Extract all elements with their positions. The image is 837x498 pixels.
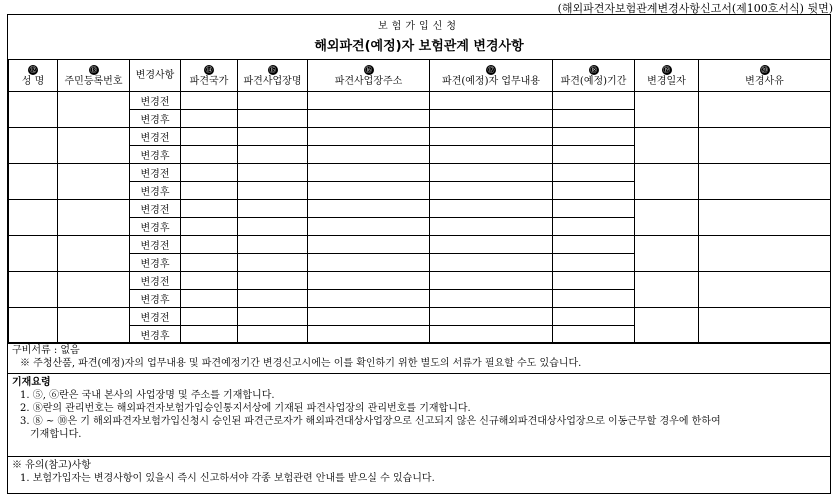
col-change-date-header: [635, 60, 699, 92]
name-cell[interactable]: [9, 272, 58, 308]
change-label-cell: 변경후: [130, 326, 181, 344]
change-label-cell: 변경후: [130, 218, 181, 236]
duty-cell[interactable]: [430, 128, 553, 146]
period-cell[interactable]: [553, 236, 635, 254]
site-name-cell[interactable]: [238, 146, 308, 164]
instruction-item: 3. ⑧ ~ ⑩은 기 해외파견자보험가입신청시 승인된 파견근로자가 해외파견대상사업장으로 신고되지 않은 신규해외파견대상사업장으로 이동근무할 경우에 한하여: [20, 416, 721, 427]
change-label-cell: 변경전: [130, 164, 181, 182]
site-address-cell[interactable]: [308, 254, 430, 272]
col-num: ⑳: [761, 65, 768, 74]
site-address-cell[interactable]: [308, 272, 430, 290]
country-cell[interactable]: [181, 200, 238, 218]
change-table: [8, 59, 831, 344]
rrn-cell[interactable]: [58, 200, 130, 236]
site-name-cell[interactable]: [238, 290, 308, 308]
instruction-item: 2. ⑧란의 관리번호는 해외파견자보험가입승인통지서상에 기재된 파견사업장의 관리번호를 기재합니다.: [20, 403, 471, 414]
reason-cell[interactable]: [699, 200, 831, 236]
duty-cell[interactable]: [430, 200, 553, 218]
period-cell[interactable]: [553, 164, 635, 182]
country-cell[interactable]: [181, 146, 238, 164]
instructions-section: [8, 376, 830, 441]
reason-cell[interactable]: [699, 164, 831, 200]
name-cell[interactable]: [9, 308, 58, 344]
site-address-cell[interactable]: [308, 308, 430, 326]
reason-cell[interactable]: [699, 308, 831, 344]
site-address-cell[interactable]: [308, 128, 430, 146]
country-cell[interactable]: [181, 128, 238, 146]
reference-title: ※ 유의(참고)사항: [12, 460, 91, 471]
reference-item: 1. 보험가입자는 변경사항이 있을시 즉시 신고하셔야 각종 보험관련 안내를 받으실 수 있습니다.: [20, 473, 435, 484]
duty-cell[interactable]: [430, 146, 553, 164]
name-cell[interactable]: [9, 92, 58, 128]
col-rrn-header: [58, 60, 130, 92]
col-label: 변경사유: [745, 75, 784, 87]
table-row: [9, 308, 831, 326]
form-main-title: 해외파견(예정)자 보험관계 변경사항: [314, 39, 524, 54]
change-label-cell: 변경전: [130, 200, 181, 218]
col-site-address-header: [308, 60, 430, 92]
col-reason-header: [699, 60, 831, 92]
rrn-cell[interactable]: [58, 92, 130, 128]
col-label: 파견국가: [189, 75, 229, 87]
site-name-cell[interactable]: [238, 254, 308, 272]
site-name-cell[interactable]: [238, 128, 308, 146]
col-label: 변경일자: [647, 75, 686, 87]
reference-section: [8, 459, 830, 485]
table-row: [9, 200, 831, 218]
table-row: [9, 128, 831, 146]
site-name-cell[interactable]: [238, 308, 308, 326]
change-label-cell: 변경전: [130, 308, 181, 326]
duty-cell[interactable]: [430, 110, 553, 128]
period-cell[interactable]: [553, 110, 635, 128]
duty-cell[interactable]: [430, 236, 553, 254]
site-name-cell[interactable]: [238, 200, 308, 218]
country-cell[interactable]: [181, 164, 238, 182]
site-name-cell[interactable]: [238, 182, 308, 200]
country-cell[interactable]: [181, 218, 238, 236]
change-date-cell[interactable]: [635, 236, 699, 272]
site-address-cell[interactable]: [308, 110, 430, 128]
change-date-cell[interactable]: [635, 128, 699, 164]
col-name-header: [9, 60, 58, 92]
period-cell[interactable]: [553, 308, 635, 326]
col-num: ⑭: [205, 65, 213, 74]
instruction-item: 기재합니다.: [30, 429, 82, 440]
col-period-header: [553, 60, 635, 92]
change-label-cell: 변경후: [130, 182, 181, 200]
country-cell[interactable]: [181, 182, 238, 200]
site-name-cell[interactable]: [238, 92, 308, 110]
site-address-cell[interactable]: [308, 200, 430, 218]
rrn-cell[interactable]: [58, 308, 130, 344]
period-cell[interactable]: [553, 290, 635, 308]
country-cell[interactable]: [181, 236, 238, 254]
col-label: 성 명: [21, 75, 45, 87]
col-num: ⑰: [487, 65, 495, 74]
change-label-cell: 변경전: [130, 272, 181, 290]
col-change-header: [130, 60, 181, 92]
change-label-cell: 변경전: [130, 92, 181, 110]
site-address-cell[interactable]: [308, 92, 430, 110]
reason-cell[interactable]: [699, 128, 831, 164]
rrn-cell[interactable]: [58, 272, 130, 308]
name-cell[interactable]: [9, 164, 58, 200]
col-site-name-header: [238, 60, 308, 92]
period-cell[interactable]: [553, 128, 635, 146]
name-cell[interactable]: [9, 236, 58, 272]
col-duty-header: [430, 60, 553, 92]
site-address-cell[interactable]: [308, 236, 430, 254]
duty-cell[interactable]: [430, 182, 553, 200]
reason-cell[interactable]: [699, 92, 831, 128]
period-cell[interactable]: [553, 200, 635, 218]
country-cell[interactable]: [181, 92, 238, 110]
change-label-cell: 변경후: [130, 146, 181, 164]
change-date-cell[interactable]: [635, 200, 699, 236]
change-date-cell[interactable]: [635, 92, 699, 128]
table-row: [9, 164, 831, 182]
duty-cell[interactable]: [430, 272, 553, 290]
col-label: 파견사업장주소: [334, 75, 403, 87]
site-name-cell[interactable]: [238, 272, 308, 290]
country-cell[interactable]: [181, 326, 238, 344]
period-cell[interactable]: [553, 218, 635, 236]
site-name-cell[interactable]: [238, 326, 308, 344]
site-name-cell[interactable]: [238, 110, 308, 128]
col-label: 파견사업장명: [243, 75, 302, 87]
form-frame: [7, 14, 831, 494]
period-cell[interactable]: [553, 182, 635, 200]
change-label-cell: 변경전: [130, 236, 181, 254]
divider: [8, 342, 830, 343]
change-label-cell: 변경후: [130, 110, 181, 128]
col-num: ⑯: [365, 65, 372, 74]
col-label: 파견(예정)자 업무내용: [442, 75, 540, 87]
site-address-cell[interactable]: [308, 146, 430, 164]
site-name-cell[interactable]: [238, 164, 308, 182]
period-cell[interactable]: [553, 326, 635, 344]
site-name-cell[interactable]: [238, 236, 308, 254]
rrn-cell[interactable]: [58, 236, 130, 272]
site-address-cell[interactable]: [308, 182, 430, 200]
table-row: [9, 92, 831, 110]
country-cell[interactable]: [181, 308, 238, 326]
duty-cell[interactable]: [430, 326, 553, 344]
site-address-cell[interactable]: [308, 218, 430, 236]
col-num: ⑱: [590, 65, 597, 74]
period-cell[interactable]: [553, 272, 635, 290]
duty-cell[interactable]: [430, 254, 553, 272]
docs-title: 구비서류 : 없음: [12, 345, 80, 356]
col-num: ⑮: [269, 65, 276, 74]
form-small-title: 보험가입신청: [378, 21, 460, 32]
divider: [8, 456, 830, 457]
col-num: ⑲: [663, 65, 670, 74]
change-label-cell: 변경전: [130, 128, 181, 146]
col-label: 주민등록번호: [64, 75, 123, 87]
change-date-cell[interactable]: [635, 272, 699, 308]
change-label-cell: 변경후: [130, 290, 181, 308]
col-num: ⑫: [29, 65, 37, 74]
table-row: [9, 272, 831, 290]
instruction-item: 1. ⑤, ⑥란은 국내 본사의 사업장명 및 주소를 기재합니다.: [20, 390, 275, 401]
col-label: 파견(예정)기간: [560, 75, 627, 87]
divider: [8, 373, 830, 374]
docs-section: [8, 344, 830, 370]
instructions-title: 기재요령: [12, 377, 51, 388]
country-cell[interactable]: [181, 290, 238, 308]
duty-cell[interactable]: [430, 290, 553, 308]
duty-cell[interactable]: [430, 164, 553, 182]
name-cell[interactable]: [9, 200, 58, 236]
reason-cell[interactable]: [699, 272, 831, 308]
site-address-cell[interactable]: [308, 326, 430, 344]
col-num: ⑬: [90, 65, 97, 74]
change-label-cell: 변경후: [130, 254, 181, 272]
table-body: [9, 92, 831, 344]
col-label: 변경사항: [135, 69, 175, 81]
change-date-cell[interactable]: [635, 164, 699, 200]
site-name-cell[interactable]: [238, 218, 308, 236]
docs-note: ※ 주청산품, 파견(예정)자의 업무내용 및 파견예정기간 변경신고시에는 이를 확인하기 위한 별도의 서류가 필요할 수도 있습니다.: [20, 358, 582, 369]
country-cell[interactable]: [181, 254, 238, 272]
reason-cell[interactable]: [699, 236, 831, 272]
table-header-row: [9, 60, 831, 92]
rrn-cell[interactable]: [58, 128, 130, 164]
duty-cell[interactable]: [430, 308, 553, 326]
form-reference: (해외파견자보험관계변경사항신고서(제100호서식) 뒷면): [557, 2, 833, 15]
name-cell[interactable]: [9, 128, 58, 164]
rrn-cell[interactable]: [58, 164, 130, 200]
site-address-cell[interactable]: [308, 164, 430, 182]
duty-cell[interactable]: [430, 218, 553, 236]
period-cell[interactable]: [553, 254, 635, 272]
period-cell[interactable]: [553, 146, 635, 164]
duty-cell[interactable]: [430, 92, 553, 110]
period-cell[interactable]: [553, 92, 635, 110]
site-address-cell[interactable]: [308, 290, 430, 308]
country-cell[interactable]: [181, 110, 238, 128]
change-date-cell[interactable]: [635, 308, 699, 344]
table-row: [9, 236, 831, 254]
country-cell[interactable]: [181, 272, 238, 290]
col-country-header: [181, 60, 238, 92]
